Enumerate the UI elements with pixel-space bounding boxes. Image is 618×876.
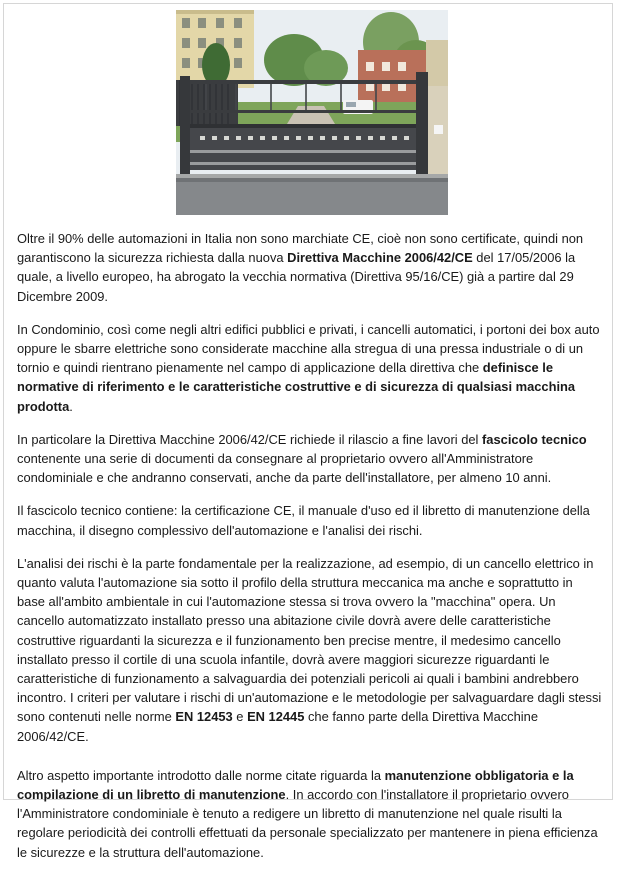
gate-photo bbox=[176, 10, 448, 215]
text-run: Oltre il 90% delle automazioni in Italia non sono marchiate CE, cioè non sono certificate, quindi non garantiscono la sicurezza richiesta dalla nuova bbox=[17, 231, 584, 266]
text-run: del 17/05/2006 la quale, a livello europeo, ha abrogato la vecchia normativa (Direttiva 95/16/CE) già a partire dal 29 Dicembre 2009. bbox=[17, 250, 576, 304]
gate-photo-illustration bbox=[176, 10, 448, 215]
bold-text: EN 12453 bbox=[175, 709, 233, 725]
paragraph bbox=[17, 430, 603, 488]
text-run: In Condominio, così come negli altri edifici pubblici e privati, i cancelli automatici, i portoni dei box auto oppure le sbarre elettriche sono considerate macchine alla stregua di una pressa industriale o di un tornio e quindi rientrano pienamente nel campo di applicazione della direttiva che bbox=[17, 321, 600, 376]
text-run: . In accordo con l'installatore il proprietario ovvero l'Amministratore condominiale è tenuto a redigere un libretto di manutenzione nel quale risulti la regolare periodicità dei controlli effettuati da personale specializzato per mantenere in piena efficienza le sicurezze e la struttura dell'automazione. bbox=[17, 787, 598, 860]
bold-text: EN 12445 bbox=[247, 709, 305, 725]
article-body bbox=[17, 229, 603, 876]
text-run: e bbox=[232, 709, 248, 725]
paragraph bbox=[17, 320, 603, 416]
text-run: In particolare la Direttiva Macchine 2006/42/CE richiede il rilascio a fine lavori del bbox=[17, 431, 483, 447]
text-run: contenente una serie di documenti da consegnare al proprietario ovvero all'Amministratore condominiale e che andranno conservati, anche da parte dell'installatore, per almeno 10 anni. bbox=[17, 451, 552, 486]
text-run: Il fascicolo tecnico contiene: la certificazione CE, il manuale d'uso ed il libretto di manutenzione della macchina, il disegno complessivo dell'automazione e l'analisi dei rischi. bbox=[17, 503, 590, 538]
bold-text: definisce le normative di riferimento e le caratteristiche costruttive e di sicurezza di qualsiasi macchina prodotta bbox=[17, 360, 576, 414]
text-run: Altro aspetto importante introdotto dalle norme citate riguarda la bbox=[17, 767, 385, 783]
bold-text: manutenzione obbligatoria e la compilazione di un libretto di manutenzione bbox=[17, 767, 574, 803]
paragraph bbox=[17, 229, 603, 306]
text-run: che fanno parte della Direttiva Macchine 2006/42/CE. bbox=[17, 709, 538, 744]
paragraph bbox=[17, 766, 603, 862]
paragraph bbox=[17, 554, 603, 746]
paragraph bbox=[17, 501, 603, 539]
text-run: . bbox=[69, 398, 73, 414]
bold-text: Direttiva Macchine 2006/42/CE bbox=[287, 250, 473, 266]
text-run: L'analisi dei rischi è la parte fondamentale per la realizzazione, ad esempio, di un cancello elettrico in quanto valuta l'automazione sia sotto il profilo della struttura meccanica ma anche e soprattutto in base all'ambito ambientale in cui l'automazione stessa si trova ovvero la "macchina" opera. Un cancello automatizzato installato presso una abitazione civile dovrà avere delle caratteristiche costruttive riguardanti la sicurezza e il funzionamento ben precise mentre, il medesimo cancello installato presso il cortile di una scuola infantile, dovrà avere maggiori sicurezze riguardanti le caratteristiche di funzionamento a salvaguardia dei potenziali pericoli ai quali i bambini andrebbero incontro. I criteri per valutare i rischi di un'automazione e le metodologie per salvaguardare dagli stessi sono contenuti nelle norme bbox=[17, 555, 602, 725]
bold-text: fascicolo tecnico bbox=[482, 431, 587, 447]
